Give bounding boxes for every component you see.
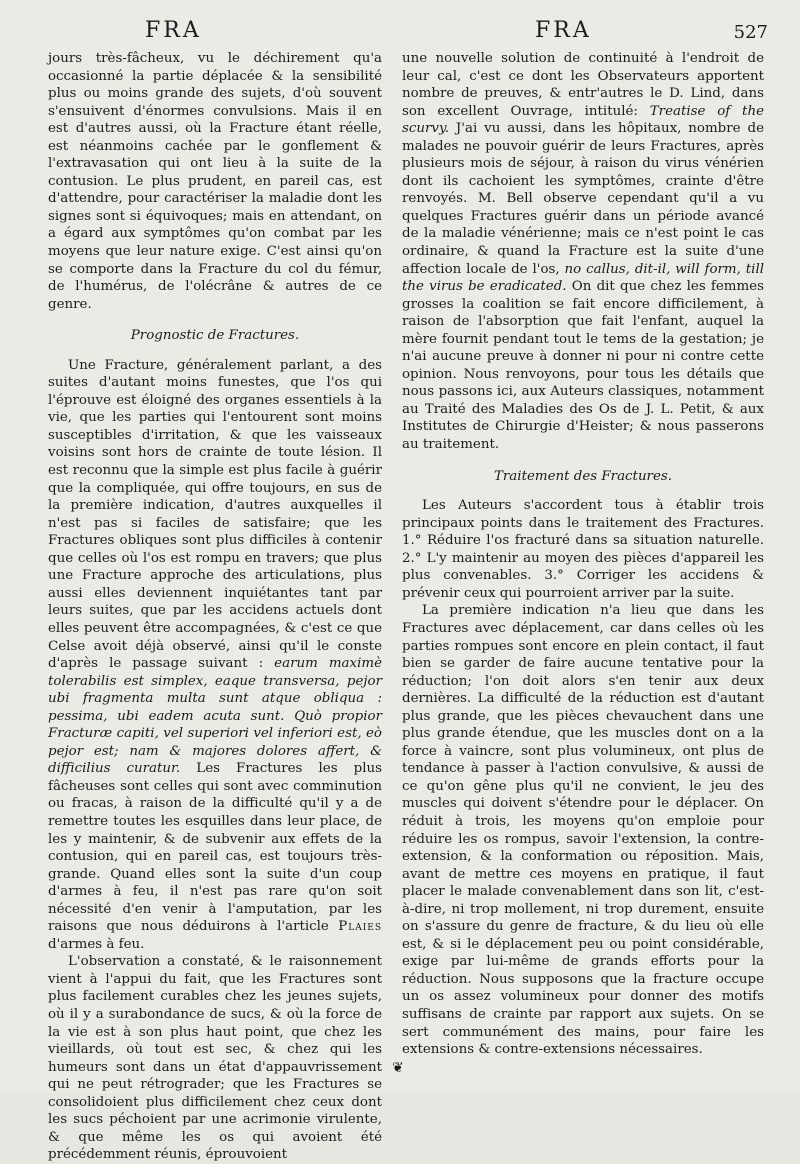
section-heading: Prognostic de Fractures. — [130, 328, 300, 344]
paragraph-text: J'ai vu aussi, dans les hôpitaux, nombre de malades ne pouvoir guérir de leurs Fractures, après plusieurs mois de séjour, à raison du virus vénérien dont ils cachoient les symptômes, crainte d'être renvoyés. M. Bell observe cependant qu'il a vu quelques Fractures guérir dans un période avancé de la maladie vénérienne; mais ce n'est point le cas ordinaire, & quand la Fracture est la suite d'une affection locale de l'os, — [402, 121, 764, 277]
cross-reference: Plaies — [338, 919, 382, 935]
left-column — [48, 50, 382, 1164]
running-header — [50, 18, 776, 52]
paragraph: jours très-fâcheux, vu le déchirement qu'a occasionné la partie déplacée & la sensibilité plus ou moins grande des sujets, d'où souvent s'ensuivent d'énormes convulsions. Mais il en est d'autres aussi, où la Fracture étant réelle, est néanmoins cachée par le gonflement & l'extravasation qui ont lieu à la suite de la contusion. Le plus prudent, en pareil cas, est d'attendre, pour caractériser la maladie dont les signes sont si équivoques; mais en attendant, on a égard aux symptômes qu'on combat par les moyens que leur nature exige. C'est ainsi qu'on se comporte dans la Fracture du col du fémur, de l'humérus, de l'olécrâne & autres de ce genre. — [48, 51, 382, 312]
header-right: FRA — [535, 18, 592, 43]
english-quote: no callus, dit-il, will form, till the virus be eradicated. — [402, 261, 765, 295]
paragraph-text: une nouvelle solution de continuité à l'endroit de leur cal, c'est ce dont les Observateurs apportent nombre de preuves, & entr'autres le D. Lind, dans son excellent Ouvrage, intitulé: — [402, 51, 764, 119]
paragraph — [48, 357, 382, 954]
paragraph: L'observation a constaté, & le raisonnement vient à l'appui du fait, que les Fractures sont plus facilement curables chez les jeunes sujets, où il y a surabondance de sucs, & où la force de la vie est à son plus haut point, que chez les vieillards, où tout est sec, & chez qui les humeurs sont dans un état d'appauvrissement qui ne peut rétrograder; que les Fractures se consolidoient plus difficilement chez ceux dont les sucs péchoient par une acrimonie virulente, & que même les os qui avoient été précédemment réunis, éprouvoient — [48, 954, 382, 1163]
paragraph: Les Auteurs s'accordent tous à établir trois principaux points dans le traitement des Fractures. 1.° Réduire l'os fracturé dans sa situation naturelle. 2.° L'y maintenir au moyen des pièces d'appareil les plus convenables. 3.° Corriger les accidens & prévenir ceux qui pourroient arriver par la suite. — [402, 498, 764, 601]
paragraph: La première indication n'a lieu que dans les Fractures avec déplacement, car dans celles où les parties rompues sont encore en plein contact, il faut bien se garder de faire aucune tentative pour la réduction; l'on doit alors s'en tenir aux deux dernières. La difficulté de la réduction est d'autant plus grande, que les pièces chevauchent dans une plus grande étendue, que les muscles dont on a la force à vaincre, sont plus volumineux, ont plus de tendance à passer à l'action convulsive, & aussi de ce qu'on gêne plus qu'il ne convient, le jeu des muscles qui doivent s'étendre pour le déplacer. On réduit à trois, les moyens qu'on emploie pour réduire les os rompus, savoir l'extension, la contre-extension, & la conformation ou réposition. Mais, avant de mettre ces moyens en pratique, il faut placer le malade convenablement dans son lit, c'est-à-dire, ni trop mollement, ni trop durement, ensuite on s'assure du genre de fracture, & du lieu où elle est, & si le déplacement peu ou point considérable, exige par lui-même de grands efforts pour la réduction. Nous supposons que la fracture occupe un os assez volumineux pour donner des motifs suffisans de crainte par rapport aux sujets. On se sert communément des mains, pour faire les extensions & contre-extensions nécessaires. — [402, 603, 764, 1058]
paragraph — [402, 50, 764, 454]
header-left: FRA — [145, 18, 202, 43]
paragraph-text: Les Fractures les plus fâcheuses sont celles qui sont avec comminution ou fracas, à raison de la difficulté qu'il y a de remettre toutes les esquilles dans leur place, de les y maintenir, & de subvenir aux effets de la contusion, qui en pareil cas, est toujours très-grande. Quand elles sont la suite d'un coup d'armes à feu, il n'est pas rare qu'on soit nécessité d'en venir à l'amputation, par les raisons que nous déduirons à l'article — [48, 761, 382, 935]
right-column — [402, 50, 764, 1059]
paragraph-text: On dit que chez les femmes grosses la coalition se fait encore difficilement, à raison de l'absorption que fait l'enfant, auquel la mère fournit pendant tout le tems de la gestation; je n'ai aucune preuve à donner ni pour ni contre cette opinion. Nous renvoyons, pour tous les détails que nous passons ici, aux Auteurs classiques, notamment au Traité des Maladies des Os de J. L. Petit, & aux Institutes de Chirurgie d'Heister; & nous passerons au traitement. — [402, 279, 764, 453]
ornament-icon: ❦ — [392, 1060, 404, 1076]
section-heading: Traitement des Fractures. — [493, 468, 673, 484]
page-number: 527 — [733, 22, 768, 43]
paragraph-text: Une Fracture, généralement parlant, a des suites d'autant moins funestes, que l'os qui l'éprouve est éloigné des organes essentiels à la vie, que les parties qui l'entourent sont moins susceptibles d'irritation, & que les vaisseaux voisins sont hors de crainte de toute lésion. Il est reconnu que la simple est plus facile à guérir que la compliquée, qui offre toujours, en sus de la première indication, d'autres auxquelles il n'est pas si faciles de satisfaire; que les Fractures obliques sont plus difficiles à contenir que celles où l'os est rompu en travers; que plus une Fracture approche des articulations, plus aussi elles deviennent inquiétantes tant par leurs suites, que par les accidens actuels dont elles peuvent être accompagnées, & c'est ce que Celse avoit déjà observé, ainsi qu'il le conste d'après le passage suivant : — [48, 357, 382, 672]
book-title: Treatise of the scurvy. — [402, 103, 764, 137]
latin-quote: earum maximè tolerabilis est simplex, eaque transversa, pejor ubi fragmenta multa sunt atque obliqua : pessima, ubi eadem acuta sunt. Quò propior Fracturæ capiti, vel superiori vel inferiori est, eò pejor est; nam & majores dolores affert, & difficilius curatur. — [48, 656, 382, 777]
paragraph-text: d'armes à feu. — [48, 936, 145, 952]
